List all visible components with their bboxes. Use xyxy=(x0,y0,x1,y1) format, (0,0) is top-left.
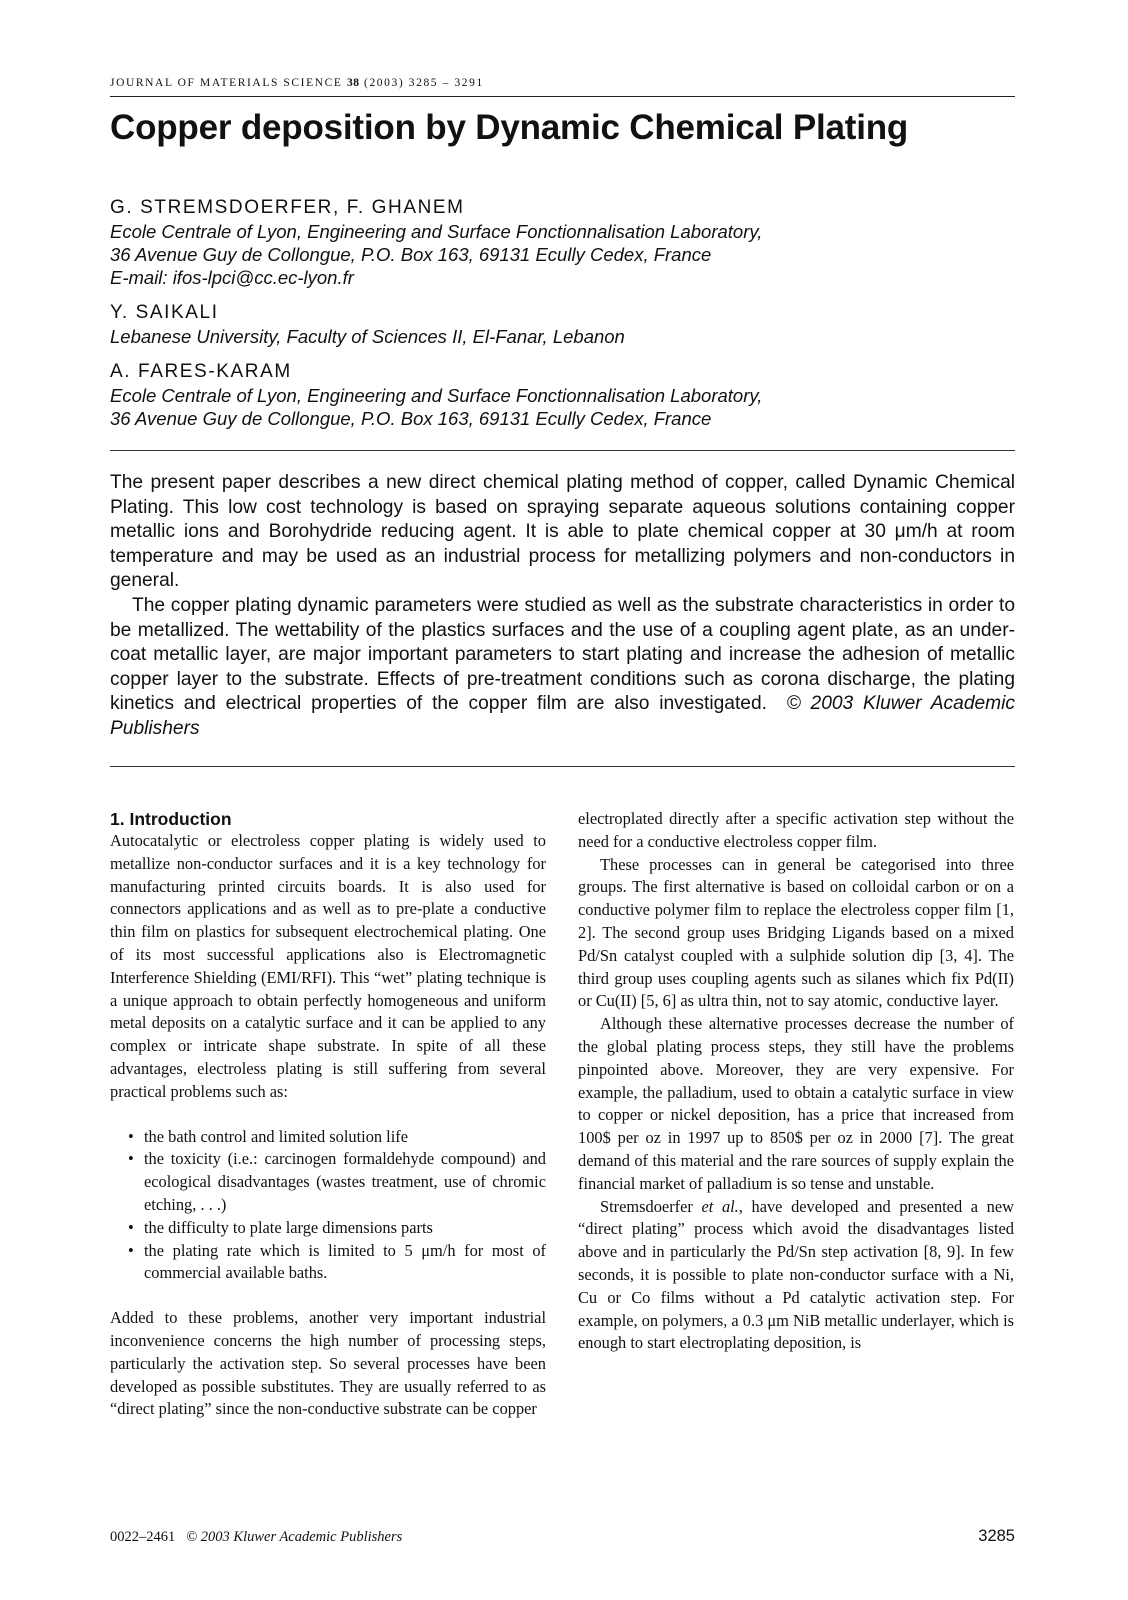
paper-title: Copper deposition by Dynamic Chemical Plating xyxy=(110,108,909,147)
journal-year-pages: (2003) 3285 – 3291 xyxy=(364,77,484,89)
bullet-list xyxy=(110,1126,546,1286)
issn: 0022–2461 xyxy=(110,1529,176,1545)
bullet-text: the toxicity (i.e.: carcinogen formaldehyde compound) and ecological disadvantages (wastes treatment, use of chromic etching, . . .) xyxy=(144,1149,546,1214)
body-paragraph: Added to these problems, another very important industrial inconvenience concerns the high number of processing steps, particularly the activation step. So several processes have been developed as possible substitutes. They are usually referred to as “direct plating” since the non-conductive substrate can be copper xyxy=(110,1308,546,1419)
abstract-bottom-rule xyxy=(110,766,1015,767)
affiliation-line: Ecole Centrale of Lyon, Engineering and Surface Fonctionnalisation Laboratory, xyxy=(110,385,763,406)
journal-name: JOURNAL OF MATERIALS SCIENCE xyxy=(110,77,343,89)
body-paragraph: Autocatalytic or electroless copper plating is widely used to metallize non-conductor surfaces and it is a key technology for manufacturing printed circuits boards. It is also used for connectors applications and as well as to pre-plate a conductive thin film on plastics for subsequent electrochemical plating. One of its most successful applications also is Electromagnetic Interference Shielding (EMI/RFI). This “wet” plating technique is a unique approach to obtain perfectly homogeneous and uniform metal deposits on a catalytic surface and it can be applied to any complex or intricate shape substrate. In spite of all these advantages, electroless plating is still suffering from several practical problems such as: xyxy=(110,831,546,1101)
abstract-copyright: © 2003 Kluwer Academic Publishers xyxy=(110,693,1016,739)
author-names: G. STREMSDOERFER, F. GHANEM xyxy=(110,197,465,218)
bullet-icon: • xyxy=(128,1240,134,1260)
affiliation-line: Ecole Centrale of Lyon, Engineering and Surface Fonctionnalisation Laboratory, xyxy=(110,221,763,242)
footer-copyright: © 2003 Kluwer Academic Publishers xyxy=(186,1529,403,1545)
bullet-item xyxy=(128,1148,546,1216)
abstract-paragraph xyxy=(110,594,1015,742)
journal-volume: 38 xyxy=(347,77,360,89)
bullet-text: the plating rate which is limited to 5 μm/h for most of commercial available baths. xyxy=(144,1240,546,1283)
abstract xyxy=(110,471,1015,742)
bullet-item xyxy=(128,1126,546,1149)
bullet-text: the difficulty to plate large dimensions parts xyxy=(144,1217,433,1237)
author-ref: Stremsdoerfer xyxy=(600,1196,693,1216)
affiliation-line: 36 Avenue Guy de Collongue, P.O. Box 163, 69131 Ecully Cedex, France xyxy=(110,244,712,265)
et-al: et al. xyxy=(701,1196,739,1216)
author-block xyxy=(110,196,1015,289)
right-column xyxy=(578,808,1014,1355)
author-block xyxy=(110,360,1015,430)
bullet-text: the bath control and limited solution life xyxy=(144,1126,409,1146)
author-names: A. FARES-KARAM xyxy=(110,361,292,382)
author-list xyxy=(110,196,1015,442)
email-line[interactable]: E-mail: ifos-lpci@cc.ec-lyon.fr xyxy=(110,267,354,288)
body-paragraph: These processes can in general be categorised into three groups. The first alternative is based on colloidal carbon or on a conductive polymer film to replace the electroless copper film [1, 2]. The second group uses Bridging Ligands based on a mixed Pd/Sn catalyst coupled with a sulphide solution dip [3, 4]. The third group uses coupling agents such as silanes which fix Pd(II) or Cu(II) [5, 6] as ultra thin, not to say atomic, conductive layer. xyxy=(578,854,1014,1011)
author-block xyxy=(110,301,1015,348)
section-heading: 1. Introduction xyxy=(110,809,232,829)
footer-issn xyxy=(110,1529,402,1546)
abstract-paragraph: The present paper describes a new direct chemical plating method of copper, called Dynamic Chemical Plating. This low cost technology is based on spraying separate aqueous solutions containing copper metallic ions and Borohydride reducing agent. It is able to plate chemical copper at 30 μm/h at room temperature and may be used as an industrial process for metallizing polymers and non-conductors in general. xyxy=(110,472,1015,592)
body-paragraph: electroplated directly after a specific activation step without the need for a conductive electroless copper film. xyxy=(578,809,1014,851)
page-number: 3285 xyxy=(978,1527,1015,1545)
running-head xyxy=(110,77,1015,89)
affiliation-line: Lebanese University, Faculty of Sciences II, El-Fanar, Lebanon xyxy=(110,326,625,347)
bullet-item xyxy=(128,1217,546,1240)
body-paragraph xyxy=(578,1196,1014,1356)
bullet-icon: • xyxy=(128,1149,134,1169)
abstract-text: The copper plating dynamic parameters were studied as well as the substrate characteristics in order to be metallized. The wettability of the plastics surfaces and the use of a coupling agent plate, as an under-coat metallic layer, are major important parameters to start plating and increase the adhesion of metallic copper layer to the substrate. Effects of pre-treatment conditions such as corona discharge, the plating kinetics and electrical properties of the copper film are also investigated. xyxy=(110,594,1015,715)
body-text: , have developed and presented a new “direct plating” process which avoid the disadvantages listed above and in particularly the Pd/Sn step activation [8, 9]. In few seconds, it is possible to plate non-conductor surface with a Ni, Cu or Co films without a Pd catalytic activation step. For example, on polymers, a 0.3 μm NiB metallic underlayer, which is enough to start electroplating deposition, is xyxy=(578,1196,1015,1353)
affiliation-line: 36 Avenue Guy de Collongue, P.O. Box 163, 69131 Ecully Cedex, France xyxy=(110,408,712,429)
body-paragraph: Although these alternative processes decrease the number of the global plating process steps, they still have the problems pinpointed above. Moreover, they are very expensive. For example, the palladium, used to obtain a catalytic surface in view to copper or nickel deposition, has a price that increased from 100$ per oz in 1997 up to 850$ per oz in 2000 [7]. The great demand of this material and the rare sources of supply explain the financial market of palladium is so tense and unstable. xyxy=(578,1014,1014,1193)
left-column xyxy=(110,808,546,1421)
bullet-icon: • xyxy=(128,1217,134,1237)
author-names: Y. SAIKALI xyxy=(110,302,219,323)
abstract-top-rule xyxy=(110,450,1015,451)
header-rule xyxy=(110,96,1015,97)
bullet-item xyxy=(128,1240,546,1286)
bullet-icon: • xyxy=(128,1126,134,1146)
